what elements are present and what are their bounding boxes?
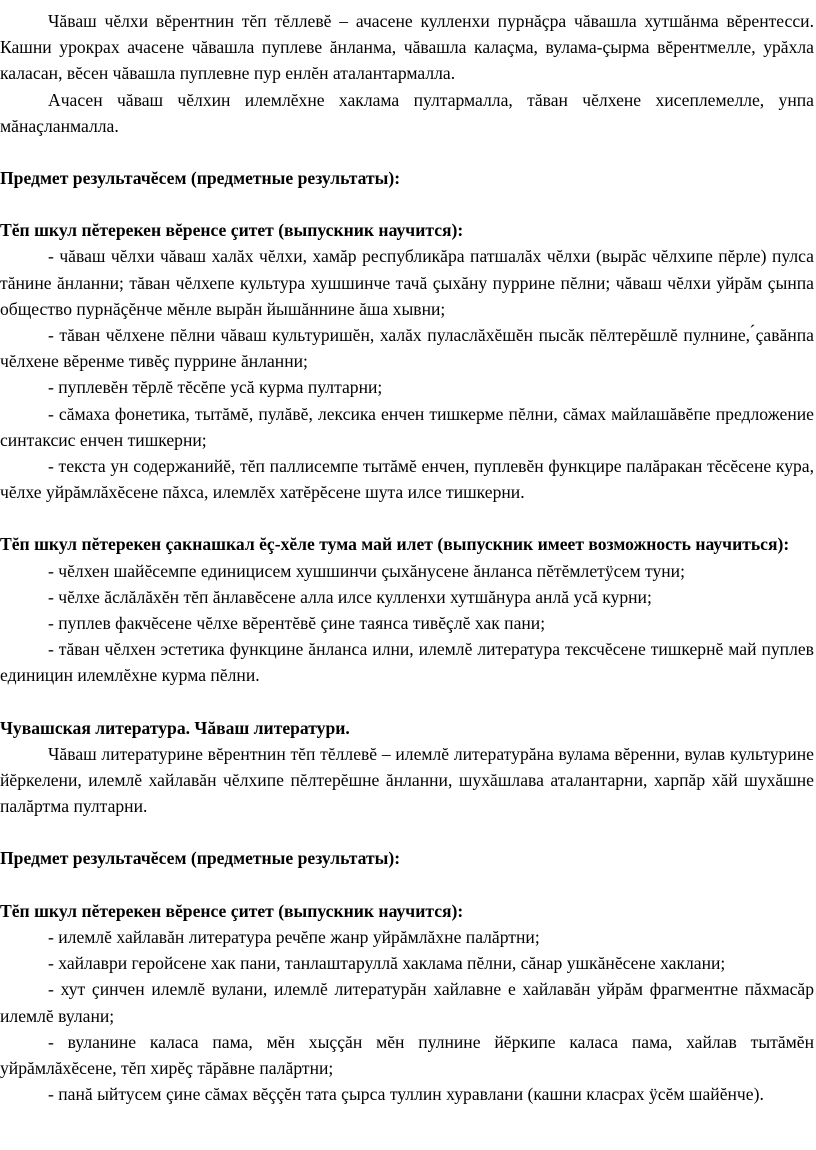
list-item: - чĕлхе ăслăлăхĕн тĕп ăнлавĕсене алла илсе кулленхи хутшăнура анлă усă курни; xyxy=(48,586,652,607)
section-heading-literature: Чувашская литература. Чăваш литератури. xyxy=(0,717,350,738)
list-item: - вуланине каласа пама, мĕн хыççăн мĕн пулнине йĕркипе каласа пама, хайлав тытăмĕн уйрăмлăхĕсене, тĕп хирĕç тăрăвне палăртни; xyxy=(0,1031,814,1078)
list-item: - пуплевĕн тĕрлĕ тĕсĕпе усă курма пултарни; xyxy=(48,377,383,398)
list-item: - сăмаха фонетика, тытăмĕ, пулăвĕ, лексика енчен тишкерме пĕлни, сăмах майлашăвĕпе предложение синтаксис енчен тишкерни; xyxy=(0,403,814,450)
literature-paragraph: Чăваш литературине вĕрентнин тĕп тĕллевĕ – илемлĕ литературăна вулама вĕренни, вулав культурине йĕркелени, илемлĕ хайлавăн чĕлхипе пĕлтерĕшне ăнланни, шухăшлава аталантарни, харпăр хăй шухăшне палăртма пултарни. xyxy=(0,743,814,817)
list-item: - чăваш чĕлхи чăваш халăх чĕлхи, хамăр республикăра патшалăх чĕлхи (вырăс чĕлхипе пĕрле) пулса тăнине ăнланни; тăван чĕлхепе культура хушшинче тачă çыхăну пуррине пĕлни; чăваш чĕлхи уйрăм çынпа общество пурнăçĕнче мĕнле вырăн йышăннине ăша хывни; xyxy=(0,246,814,319)
intro-paragraph-2: Ачасен чăваш чĕлхин илемлĕхне хаклама пултармалла, тăван чĕлхене хисеплемелле, унпа мăнаçланмалла. xyxy=(0,89,814,136)
section-heading-graduate-learns-2: Тĕп шкул пĕтерекен вĕренсе çитет (выпускник научится): xyxy=(0,900,464,921)
section-heading-results-2: Предмет результачĕсем (предметные результаты): xyxy=(0,848,401,869)
section-heading-graduate-learns: Тĕп шкул пĕтерекен вĕренсе çитет (выпускник научится): xyxy=(0,220,464,241)
list-item: - тăван чĕлхене пĕлни чăваш культуришĕн, халăх пуласлăхĕшĕн пысăк пĕлтерĕшлĕ пулнине, ́çавăнпа чĕлхене вĕренме тивĕç пуррине ăнланни; xyxy=(0,325,814,372)
list-item: - хайлаври геройсене хак пани, танлаштаруллă хаклама пĕлни, сăнар ушкăнĕсене хаклани; xyxy=(48,953,726,974)
section-heading-results: Предмет результачĕсем (предметные результаты): xyxy=(0,168,401,189)
list-item: - пуплев факчĕсене чĕлхе вĕрентĕвĕ çине таянса тивĕçлĕ хак пани; xyxy=(48,613,546,634)
list-item: - илемлĕ хайлавăн литература речĕпе жанр уйрăмлăхне палăртни; xyxy=(48,926,540,947)
list-item: - панă ыйтусем çине сăмах вĕççĕн тата çырса туллин хуравлани (кашни класрах ÿсĕм шайĕнче). xyxy=(48,1084,764,1105)
section-heading-graduate-opportunity: Тĕп шкул пĕтерекен çакнашкал ĕç-хĕле тума май илет (выпускник имеет возможность научиться): xyxy=(0,534,790,555)
list-item: - тăван чĕлхен эстетика функцине ăнланса илни, илемлĕ литература тексчĕсене тишкернĕ май пуплев единицин илемлĕхне курма пĕлни. xyxy=(0,639,814,686)
list-item: - чĕлхен шайĕсемпе единицисем хушшинчи çыхăнусене ăнланса пĕтĕмлетÿсем туни; xyxy=(48,560,685,581)
intro-paragraph: Чăваш чĕлхи вĕрентнин тĕп тĕллевĕ – ачасене кулленхи пурнăçра чăвашла хутшăнма вĕрентесси. Кашни урокрах ачасене чăвашла пуплеве ăнланма, чăвашла калаçма, вулама-çырма вĕрентмелле, урăхла каласан, вĕсен чăвашла пуплевне пур енлĕн аталантармалла. xyxy=(0,11,814,84)
list-item: - хут çинчен илемлĕ вулани, илемлĕ литературăн хайлавне е хайлавăн уйрăм фрагментне пăхмасăр илемлĕ вулани; xyxy=(0,979,814,1026)
list-item: - текста ун содержанийĕ, тĕп паллисемпе тытăмĕ енчен, пуплевĕн функцире палăракан тĕсĕсене кура, чĕлхе уйрăмлăхĕсене пăхса, илемлĕх хатĕрĕсене шута илсе тишкерни. xyxy=(0,456,814,503)
